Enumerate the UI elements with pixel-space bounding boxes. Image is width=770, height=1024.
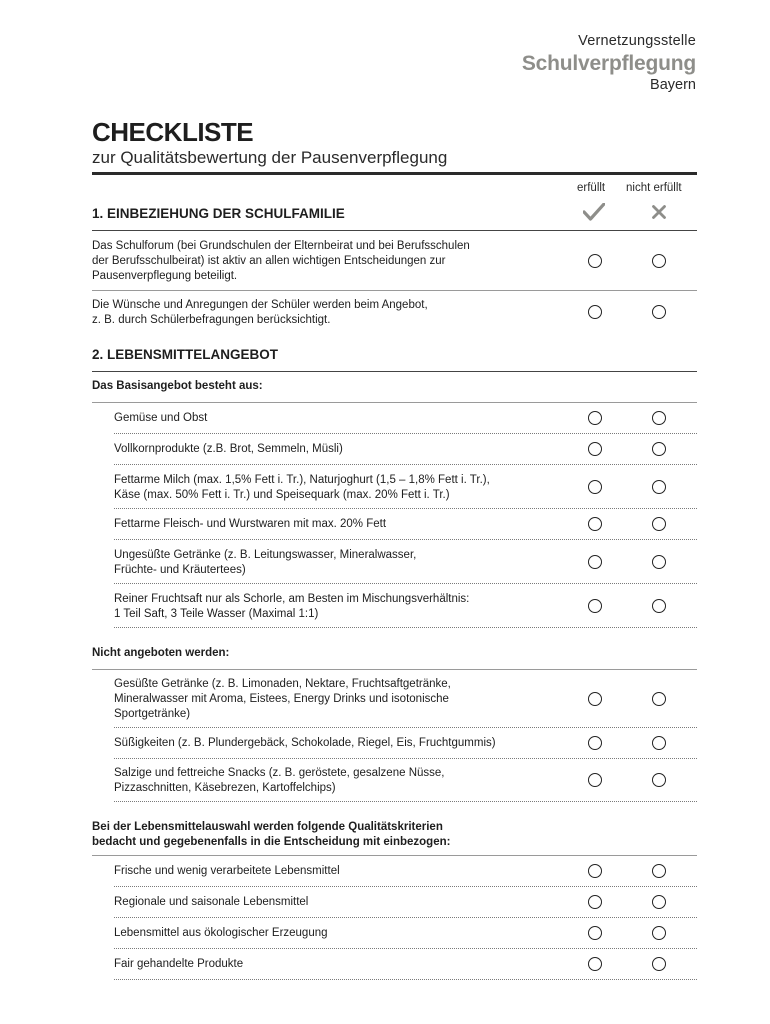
fulfilled-radio[interactable]	[588, 305, 602, 319]
fulfilled-radio[interactable]	[588, 692, 602, 706]
page-title: CHECKLISTE	[92, 117, 254, 147]
row-divider	[92, 290, 697, 291]
fulfilled-radio[interactable]	[588, 736, 602, 750]
logo-line-2: Schulverpflegung	[521, 51, 696, 75]
subsection-quality-criteria-title: Bei der Lebensmittelauswahl werden folgende Qualitätskriterien bedacht und gegebenenfalls in die Entscheidung mit einbezogen:	[92, 821, 451, 848]
not-fulfilled-radio[interactable]	[652, 517, 666, 531]
page-subtitle: zur Qualitätsbewertung der Pausenverpflegung	[92, 148, 448, 167]
quality-item: Lebensmittel aus ökologischer Erzeugung	[114, 927, 328, 939]
not-fulfilled-radio[interactable]	[652, 480, 666, 494]
fulfilled-radio[interactable]	[588, 517, 602, 531]
not-fulfilled-radio[interactable]	[652, 599, 666, 613]
subsection-basic-offer-title: Das Basisangebot besteht aus:	[92, 380, 263, 392]
dotted-divider	[114, 464, 697, 465]
not-fulfilled-radio[interactable]	[652, 254, 666, 268]
dotted-divider	[114, 758, 697, 759]
subsection-rule	[92, 669, 697, 670]
section-1-item-2: Die Wünsche und Anregungen der Schüler werden beim Angebot, z. B. durch Schülerbefragungen berücksichtigt.	[92, 299, 428, 326]
section-1-item-1: Das Schulforum (bei Grundschulen der Elternbeirat und bei Berufsschulen der Berufsschulbeirat) ist aktiv an allen wichtigen Entscheidungen zur Pausenverpflegung beteiligt.	[92, 240, 470, 282]
dotted-divider	[114, 508, 697, 509]
quality-item: Frische und wenig verarbeitete Lebensmittel	[114, 865, 340, 877]
not-fulfilled-radio[interactable]	[652, 895, 666, 909]
not-fulfilled-radio[interactable]	[652, 692, 666, 706]
dotted-divider	[114, 979, 697, 980]
fulfilled-radio[interactable]	[588, 480, 602, 494]
fulfilled-radio[interactable]	[588, 555, 602, 569]
section-1-rule	[92, 230, 697, 231]
not-fulfilled-radio[interactable]	[652, 411, 666, 425]
check-icon	[583, 203, 605, 221]
dotted-divider	[114, 727, 697, 728]
not-offered-item: Süßigkeiten (z. B. Plundergebäck, Schokolade, Riegel, Eis, Fruchtgummis)	[114, 737, 496, 749]
not-fulfilled-radio[interactable]	[652, 442, 666, 456]
not-offered-item: Salzige und fettreiche Snacks (z. B. geröstete, gesalzene Nüsse, Pizzaschnitten, Käsebrezen, Kartoffelchips)	[114, 767, 445, 794]
dotted-divider	[114, 917, 697, 918]
dotted-divider	[114, 433, 697, 434]
section-2-title: 2. LEBENSMITTELANGEBOT	[92, 347, 279, 362]
logo-line-1: Vernetzungsstelle	[578, 33, 696, 49]
cross-icon	[652, 205, 666, 219]
dotted-divider	[114, 627, 697, 628]
basic-item: Fettarme Fleisch- und Wurstwaren mit max. 20% Fett	[114, 518, 387, 530]
not-fulfilled-radio[interactable]	[652, 864, 666, 878]
not-fulfilled-radio[interactable]	[652, 773, 666, 787]
fulfilled-radio[interactable]	[588, 773, 602, 787]
dotted-divider	[114, 583, 697, 584]
fulfilled-radio[interactable]	[588, 895, 602, 909]
not-fulfilled-radio[interactable]	[652, 736, 666, 750]
fulfilled-radio[interactable]	[588, 926, 602, 940]
title-rule	[92, 172, 697, 175]
not-offered-item: Gesüßte Getränke (z. B. Limonaden, Nektare, Fruchtsaftgetränke, Mineralwasser mit Aroma, Eistees, Energy Drinks und isotonische Sportgetränke)	[114, 678, 451, 720]
fulfilled-radio[interactable]	[588, 957, 602, 971]
dotted-divider	[114, 948, 697, 949]
basic-item: Gemüse und Obst	[114, 412, 208, 424]
dotted-divider	[114, 801, 697, 802]
not-fulfilled-radio[interactable]	[652, 555, 666, 569]
fulfilled-radio[interactable]	[588, 254, 602, 268]
subsection-rule	[92, 855, 697, 856]
section-1-title: 1. EINBEZIEHUNG DER SCHULFAMILIE	[92, 206, 345, 221]
not-fulfilled-radio[interactable]	[652, 926, 666, 940]
fulfilled-radio[interactable]	[588, 864, 602, 878]
logo-line-3: Bayern	[650, 76, 696, 93]
not-fulfilled-radio[interactable]	[652, 957, 666, 971]
basic-item: Fettarme Milch (max. 1,5% Fett i. Tr.), Naturjoghurt (1,5 – 1,8% Fett i. Tr.), Käse (max. 50% Fett i. Tr.) und Speisequark (max. 20% Fett i. Tr.)	[114, 474, 490, 501]
column-header-fulfilled: erfüllt	[577, 182, 606, 194]
quality-item: Regionale und saisonale Lebensmittel	[114, 896, 309, 908]
fulfilled-radio[interactable]	[588, 599, 602, 613]
subsection-not-offered-title: Nicht angeboten werden:	[92, 647, 230, 659]
not-fulfilled-radio[interactable]	[652, 305, 666, 319]
fulfilled-radio[interactable]	[588, 442, 602, 456]
dotted-divider	[114, 539, 697, 540]
basic-item: Ungesüßte Getränke (z. B. Leitungswasser, Mineralwasser, Früchte- und Kräutertees)	[114, 549, 417, 576]
dotted-divider	[114, 886, 697, 887]
organization-logo	[522, 34, 696, 92]
section-2-rule	[92, 371, 697, 372]
basic-item: Reiner Fruchtsaft nur als Schorle, am Besten im Mischungsverhältnis: 1 Teil Saft, 3 Teile Wasser (Maximal 1:1)	[114, 593, 470, 620]
basic-item: Vollkornprodukte (z.B. Brot, Semmeln, Müsli)	[114, 443, 343, 455]
subsection-rule	[92, 402, 697, 403]
column-header-not-fulfilled: nicht erfüllt	[626, 182, 682, 194]
quality-item: Fair gehandelte Produkte	[114, 958, 244, 970]
fulfilled-radio[interactable]	[588, 411, 602, 425]
